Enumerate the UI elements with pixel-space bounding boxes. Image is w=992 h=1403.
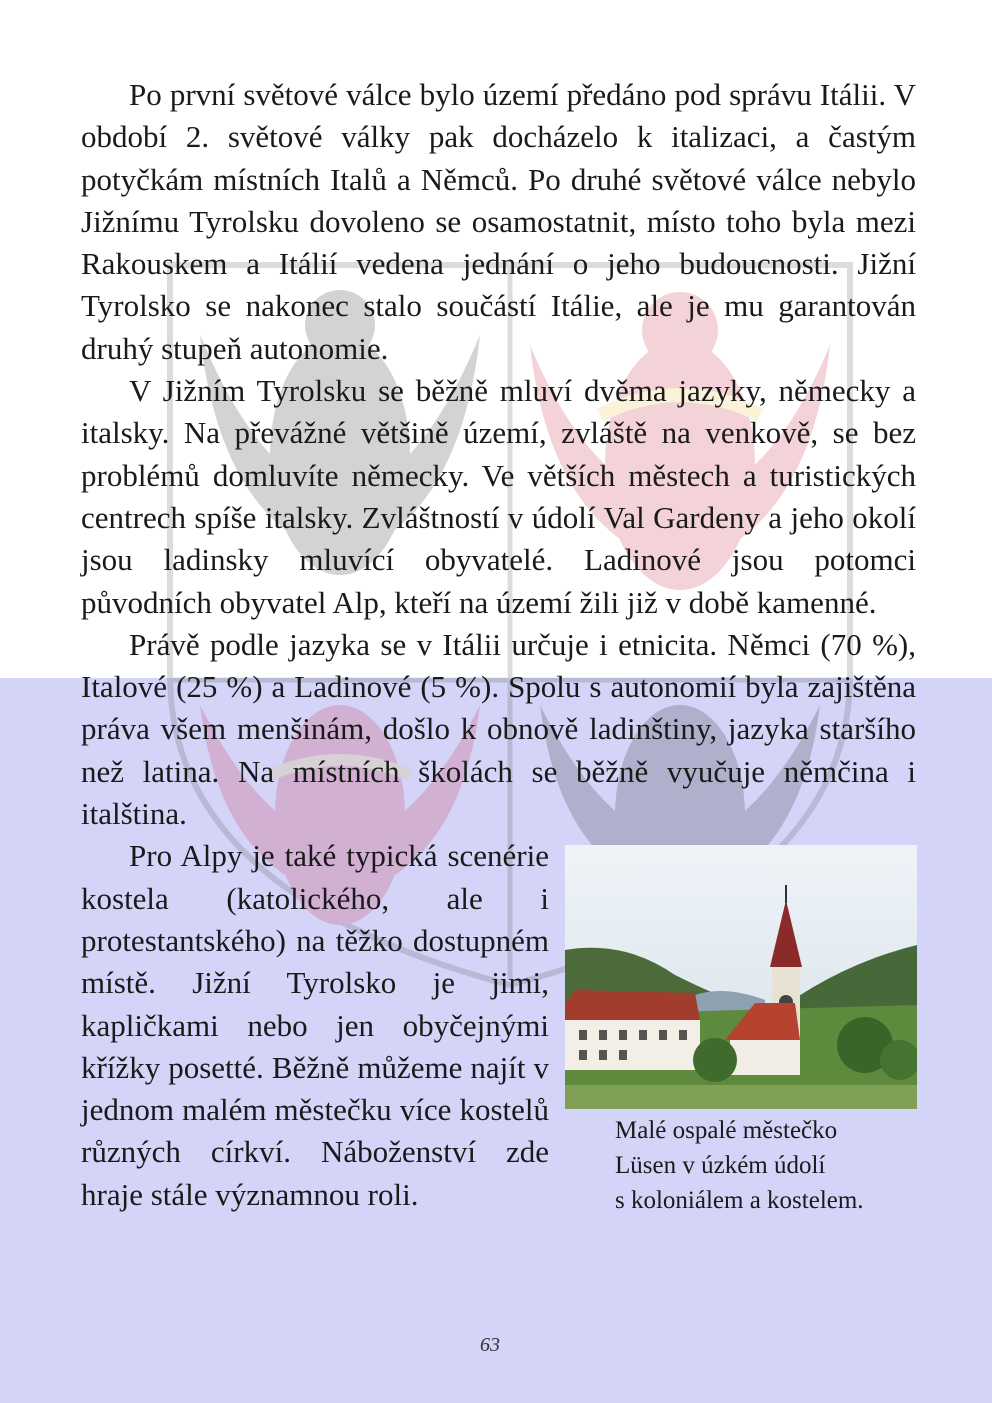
text-with-figure <box>81 835 916 1255</box>
village-church-photo <box>565 845 917 1109</box>
paragraph-history: Po první světové válce bylo území předáno pod správu Itálii. V období 2. světové války pak docházelo k italizaci, a častým potyčkám místních Italů a Němců. Po druhé světové válce nebylo Jižnímu Tyrolsku dovoleno se osamostatnit, místo toho byla mezi Rakouskem a Itálií vedena jednání o jeho budoucnosti. Jižní Tyrolsko se nakonec stalo součástí Itálie, ale je mu garantován druhý stupeň autonomie. <box>81 77 916 366</box>
paragraph-ethnicity: Právě podle jazyka se v Itálii určuje i etnicita. Němci (70 %), Italové (25 %) a Ladinové (5 %). Spolu s autonomií byla zajištěna práva všem menšinám, došlo k obnově ladinštiny, jazyka staršího než latina. Na místních školách se běžně vyučuje němčina i italština. <box>81 626 916 832</box>
page-number: 63 <box>480 1334 500 1356</box>
caption-line: Lüsen v úzkém údolí <box>615 1152 826 1180</box>
figure-caption <box>565 1113 917 1218</box>
caption-line: s koloniálem a kostelem. <box>615 1187 864 1215</box>
caption-line: Malé ospalé městečko <box>615 1117 838 1145</box>
paragraph-languages: V Jižním Tyrolsku se běžně mluví dvěma jazyky, německy a italsky. Na převážné většině území, zvláště na venkově, se bez problémů domluvíte německy. Ve větších městech a turistických centrech spíše italsky. Zvláštností v údolí Val Gardeny a jeho okolí jsou ladinsky mluvící obyvatelé. Ladinové jsou potomci původních obyvatel Alp, kteří na území žili již v době kamenné. <box>81 373 916 620</box>
paragraph-churches: Pro Alpy je také typická scenérie kostela (katolického, ale i protestantského) na těžko dostupném místě. Jižní Tyrolsko je jimi, kapličkami nebo jen obyčejnými křížky posetté. Běžně můžeme najít v jednom malém městečku více kostelů různých církví. Náboženství zde hraje stále významnou roli. <box>81 838 549 1212</box>
church-figure <box>565 845 917 1218</box>
text-column <box>81 74 916 1255</box>
